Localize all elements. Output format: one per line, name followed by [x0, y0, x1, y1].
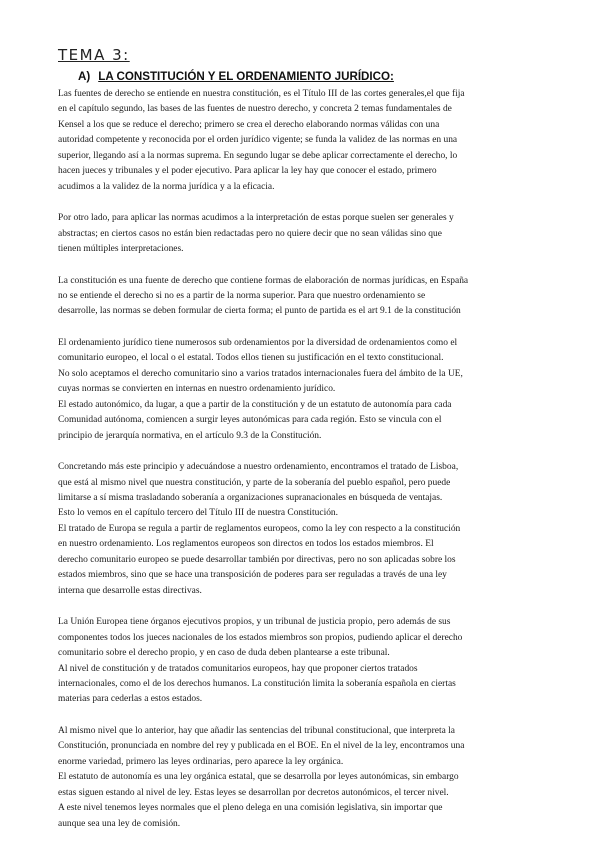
text-line: La constitución es una fuente de derecho que contiene formas de elaboración de normas jurídicas, en España — [58, 275, 469, 286]
text-line: El estatuto de autonomía es una ley orgánica estatal, que se desarrolla por leyes autonómicas, sin embargo — [58, 772, 459, 783]
text-line: superior, llegando así a la normas suprema. En segundo lugar se debe aplicar correctamente el derecho, lo — [58, 150, 458, 161]
text-line: Concretando más este principio y adecuándose a nuestro ordenamiento, encontramos el tratado de Lisboa, — [58, 462, 459, 473]
section-letter: A) — [78, 70, 91, 83]
paragraph — [58, 615, 548, 708]
text-line: Al mismo nivel que lo anterior, hay que añadir las sentencias del tribunal constitucional, que interpreta la — [58, 725, 455, 736]
text-line: tienen múltiples interpretaciones. — [58, 244, 184, 255]
text-line: comunitario sobre el derecho propio, y en caso de duda deben plantearse a este tribunal. — [58, 648, 390, 659]
text-line: A este nivel tenemos leyes normales que el pleno delega en una comisión legislativa, sin importar que — [58, 803, 443, 814]
tema-heading: TEMA 3: — [58, 46, 130, 64]
paragraph — [58, 274, 548, 320]
text-line: enorme variedad, primero las leyes ordinarias, pero aparece la ley orgánica. — [58, 756, 344, 767]
paragraph — [58, 724, 548, 832]
text-line: Al nivel de constitución y de tratados comunitarios europeos, hay que proponer ciertos tratados — [58, 663, 418, 674]
text-line: El tratado de Europa se regula a partir de reglamentos europeos, como la ley con respecto a la constitución — [58, 523, 461, 534]
text-line: Kensel a los que se reduce el derecho; primero se crea el derecho elaborando normas válidas con una — [58, 119, 440, 130]
text-line: componentes todos los jueces nacionales de los estados miembros son propios, pudiendo aplicar el derecho — [58, 632, 463, 643]
text-line: autoridad competente y reconocida por el orden jurídico vigente; se funda la validez de las normas en una — [58, 135, 458, 146]
text-line: estas siguen estando al nivel de ley. Estas leyes se desarrollan por decretos autonómicos, el tercer nivel. — [58, 787, 449, 798]
section-title-text: LA CONSTITUCIÓN Y EL ORDENAMIENTO JURÍDICO: — [98, 70, 394, 83]
text-line: Por otro lado, para aplicar las normas acudimos a la interpretación de estas porque suelen ser generales y — [58, 213, 454, 224]
section-title — [78, 70, 394, 83]
text-line: desarrolle, las normas se deben formular de cierta forma; el punto de partida es el art 9.1 de la constitución — [58, 306, 461, 317]
text-line: en nuestro ordenamiento. Los reglamentos europeos son directos en todos los estados miembros. El — [58, 539, 434, 550]
text-line: comunitario europeo, el local o el estatal. Todos ellos tienen su justificación en el texto constitucional. — [58, 353, 444, 364]
text-line: principio de jerarquía normativa, en el artículo 9.3 de la Constitución. — [58, 430, 322, 441]
paragraph — [58, 87, 548, 195]
paragraph — [58, 460, 548, 599]
text-line: aunque sea una ley de comisión. — [58, 818, 181, 829]
text-line: estados miembros, sino que se hace una transposición de poderes para ser reguladas a través de una ley — [58, 570, 447, 581]
text-line: que está al mismo nivel que nuestra constitución, y parte de la soberanía del pueblo español, pero puede — [58, 477, 451, 488]
text-line: no se entiende el derecho si no es a partir de la norma superior. Para que nuestro ordenamiento se — [58, 290, 426, 301]
paragraph — [58, 211, 548, 257]
text-line: El ordenamiento jurídico tiene numerosos sub ordenamientos por la diversidad de ordenamientos como el — [58, 337, 458, 348]
text-line: hacen jueces y tribunales y el poder ejecutivo. Para aplicar la ley hay que conocer el estado, primero — [58, 166, 437, 177]
text-line: Comunidad autónoma, comiencen a surgir leyes autonómicas para cada región. Esto se vincula con el — [58, 415, 442, 426]
text-line: El estado autonómico, da lugar, a que a partir de la constitución y de un estatuto de autonomía para cada — [58, 399, 452, 410]
text-line: Esto lo vemos en el capítulo tercero del Título III de nuestra Constitución. — [58, 508, 338, 519]
text-line: Constitución, pronunciada en nombre del rey y publicada en el BOE. En el nivel de la ley, encontramos una — [58, 741, 465, 752]
document-body — [58, 87, 548, 848]
text-line: materias para cederlas a estos estados. — [58, 694, 203, 705]
text-line: en el capítulo segundo, las bases de las fuentes de nuestro derecho, y concreta 2 temas fundamentales de — [58, 104, 452, 115]
text-line: internacionales, como el de los derechos humanos. La constitución limita la soberanía española en ciertas — [58, 678, 456, 689]
text-line: No solo aceptamos el derecho comunitario sino a varios tratados internacionales fuera del ámbito de la UE, — [58, 368, 463, 379]
text-line: acudimos a la validez de la norma jurídica y a la eficacia. — [58, 181, 275, 192]
text-line: cuyas normas se convierten en internas en nuestro ordenamiento jurídico. — [58, 384, 336, 395]
text-line: La Unión Europea tiene órganos ejecutivos propios, y un tribunal de justicia propio, pero además de sus — [58, 617, 451, 628]
text-line: interna que desarrolle estas directivas. — [58, 585, 202, 596]
text-line: derecho comunitario europeo se puede desarrollar también por directivas, pero no son aplicadas sobre los — [58, 554, 456, 565]
paragraph — [58, 336, 548, 444]
text-line: Las fuentes de derecho se entiende en nuestra constitución, es el Título III de las cortes generales,el que fija — [58, 89, 465, 99]
text-line: abstractas; en ciertos casos no están bien redactadas pero no quiere decir que no sean válidas sino que — [58, 228, 442, 239]
text-line: limitarse a sí misma trasladando soberanía a organizaciones supranacionales en búsqueda de ventajas. — [58, 492, 443, 503]
